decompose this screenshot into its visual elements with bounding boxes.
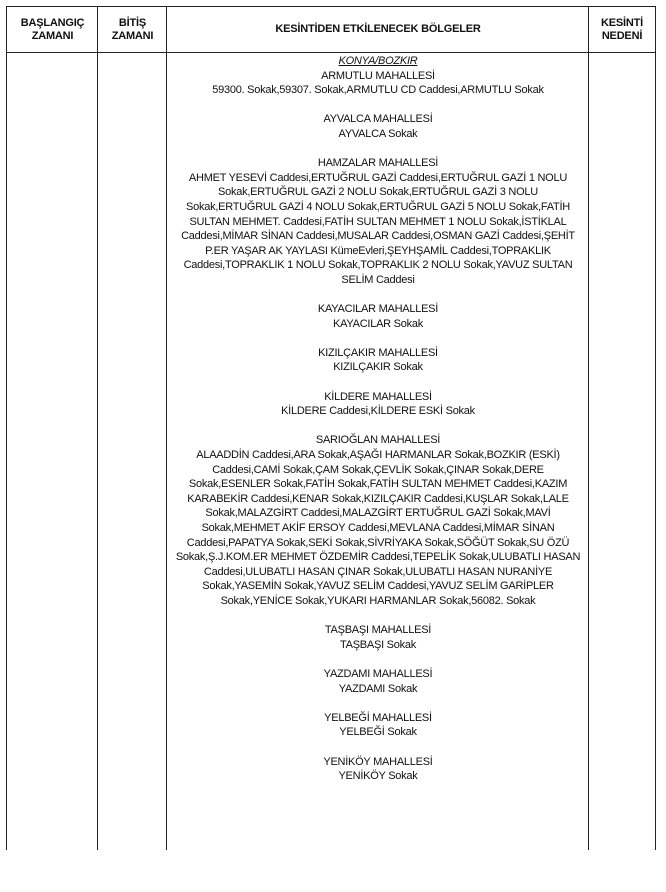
neighborhood-block (167, 433, 589, 608)
street-list: YELBEĞİ Sokak (339, 726, 417, 739)
neighborhood-block (167, 755, 589, 784)
neighborhood-name: HAMZALAR MAHALLESİ (317, 157, 439, 170)
start-time-column (7, 7, 98, 850)
neighborhood-name: KIZILÇAKIR MAHALLESİ (318, 346, 438, 359)
neighborhood-block (167, 711, 589, 740)
neighborhood-block (167, 69, 589, 98)
header-outage-reason: KESİNTİ NEDENİ (601, 16, 643, 42)
street-list: AHMET YESEVİ Caddesi,ERTUĞRUL GAZİ Caddesi,ERTUĞRUL GAZİ 1 NOLU Sokak,ERTUĞRUL GAZİ 2 NOLU Sokak,ERTUĞRUL GAZİ 3 NOLU Sokak,ERTUĞRUL GAZİ 4 NOLU Sokak,ERTUĞRUL GAZİ 5 NOLU Sokak,FATİH SULTAN MEHMET. Caddesi,FATİH SULTAN MEHMET 1 NOLU Sokak,İSTİKLAL Caddesi,MİMAR SİNAN Caddesi,MUSALAR Caddesi,OSMAN GAZİ Caddesi,ŞEHİT P.ER YAŞAR AK YAYLASI KümeEvleri,ŞEYHŞAMİL Caddesi,TOPRAKLIK Caddesi,TOPRAKLIK 1 NOLU Sokak,TOPRAKLIK 2 NOLU Sokak,YAVUZ SULTAN SELİM Caddesi (181, 171, 575, 286)
neighborhood-name: YENİKÖY MAHALLESİ (323, 755, 433, 768)
header-start-time: BAŞLANGIÇ ZAMANI (20, 16, 85, 42)
neighborhood-name: KİLDERE MAHALLESİ (324, 390, 432, 403)
neighborhood-name: KAYACILAR MAHALLESİ (317, 303, 439, 316)
neighborhood-name: TAŞBAŞI MAHALLESİ (324, 624, 432, 637)
end-time-column (98, 7, 167, 850)
street-list: KIZILÇAKIR Sokak (333, 361, 423, 374)
header-end-time: BİTİŞ ZAMANI (111, 16, 154, 42)
street-list: 59300. Sokak,59307. Sokak,ARMUTLU CD Caddesi,ARMUTLU Sokak (212, 84, 544, 97)
neighborhood-block (167, 623, 589, 652)
neighborhood-block (167, 156, 589, 287)
street-list: ALAADDİN Caddesi,ARA Sokak,AŞAĞI HARMANLAR Sokak,BOZKIR (ESKİ) Caddesi,CAMİ Sokak,ÇAM Sokak,ÇEVLİK Sokak,ÇINAR Sokak,DERE Sokak,ESENLER Sokak,FATİH Sokak,FATİH SULTAN MEHMET Caddesi,KAZIM KARABEKİR Caddesi,KENAR Sokak,KIZILÇAKIR Caddesi,KUŞLAR Sokak,LALE Sokak,MALAZGİRT Caddesi,MALAZGİRT ERTUĞRUL GAZİ Sokak,MAVİ Sokak,MEHMET AKİF ERSOY Caddesi,MEVLANA Caddesi,MİMAR SİNAN Caddesi,PAPATYA Sokak,SEKİ Sokak,SİVRİYAKA Sokak,SÖĞÜT Sokak,SU ÖZÜ Sokak,Ş.J.KOM.ER MEHMET ÖZDEMİR Caddesi,TEPELİK Sokak,ULUBATLI HASAN Caddesi,ULUBATLI HASAN ÇINAR Sokak,ULUBATLI HASAN NURANİYE Sokak,YASEMİN Sokak,YAVUZ SELİM Caddesi,YAVUZ SELİM GARİPLER Sokak,YENİCE Sokak,YUKARI HARMANLAR Sokak,56082. Sokak (175, 449, 581, 607)
neighborhood-block (167, 302, 589, 331)
outage-table (6, 6, 656, 850)
affected-regions-cell (167, 54, 589, 784)
street-list: KİLDERE Caddesi,KİLDERE ESKİ Sokak (281, 405, 475, 418)
street-list: YAZDAMI Sokak (338, 682, 418, 695)
neighborhood-name: SARIOĞLAN MAHALLESİ (315, 434, 441, 447)
table-header (7, 7, 655, 53)
neighborhood-block (167, 346, 589, 375)
street-list: TAŞBAŞI Sokak (339, 638, 417, 651)
neighborhood-block (167, 667, 589, 696)
header-affected-regions: KESİNTİDEN ETKİLENECEK BÖLGELER (275, 23, 481, 35)
neighborhood-block (167, 390, 589, 419)
street-list: YENİKÖY Sokak (338, 770, 418, 783)
region-title: KONYA/BOZKIR (338, 55, 418, 67)
neighborhood-name: YAZDAMI MAHALLESİ (323, 667, 433, 680)
street-list: KAYACILAR Sokak (333, 317, 423, 330)
neighborhood-block (167, 112, 589, 141)
neighborhood-name: AYVALCA MAHALLESİ (323, 113, 433, 126)
neighborhood-name: YELBEĞİ MAHALLESİ (324, 711, 432, 724)
neighborhood-name: ARMUTLU MAHALLESİ (321, 69, 435, 82)
street-list: AYVALCA Sokak (338, 127, 418, 140)
